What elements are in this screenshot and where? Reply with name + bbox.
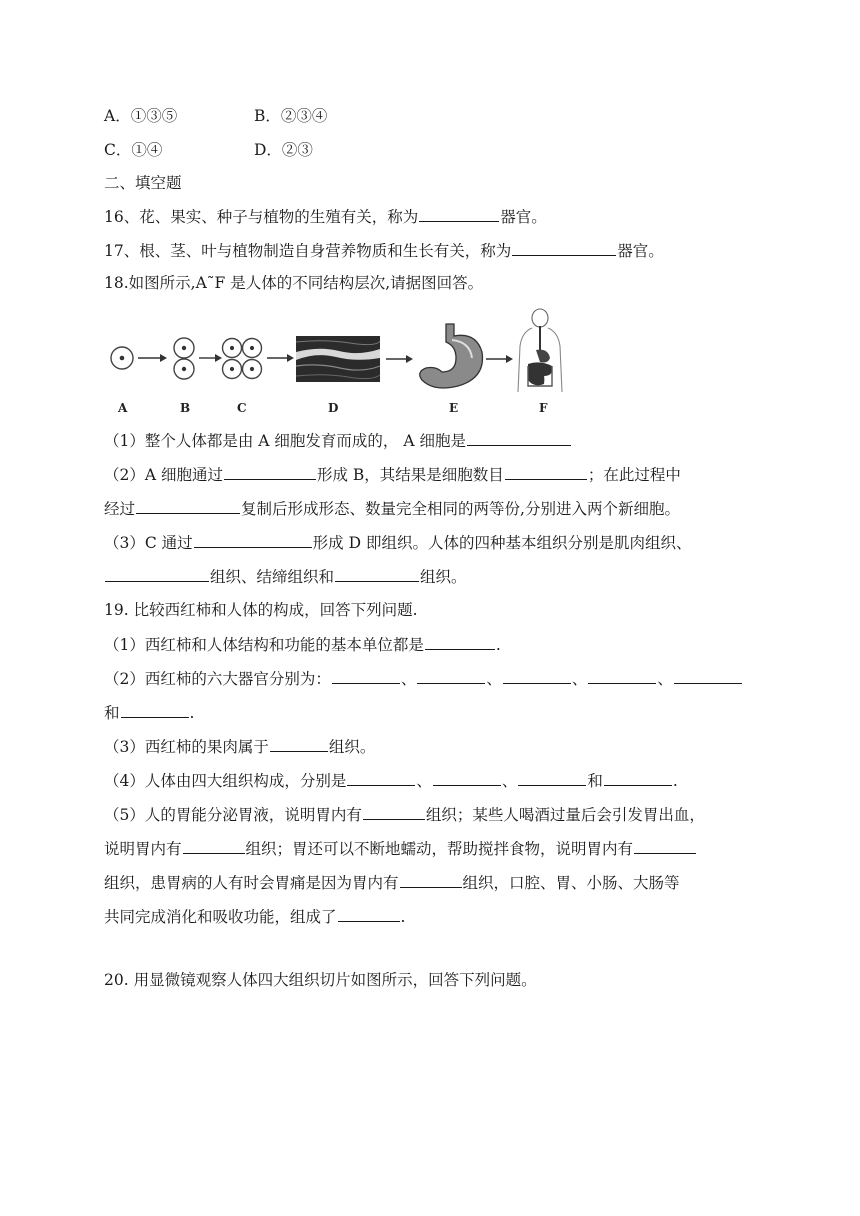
q18-p3-text-end: 形成 D 即组织。人体的四种基本组织分别是肌肉组织、 <box>312 534 692 552</box>
q19-p4-and: 和 <box>587 772 603 790</box>
question-17 <box>104 239 664 262</box>
q19-p5b-text-mid: 组织；胃还可以不断地蠕动，帮助搅拌食物，说明胃内有 <box>245 840 634 858</box>
q18-p2b-text: 经过 <box>104 500 136 518</box>
figure-label-c: C <box>237 401 247 415</box>
q18-p1-text: （1）整个人体都是由 A 细胞发育而成的， A 细胞是 <box>104 432 466 450</box>
q19-p2-blank-3[interactable] <box>503 667 571 684</box>
arrow-icon <box>267 354 294 362</box>
q18-p3b-text: 组织、结缔组织和 <box>210 568 335 586</box>
digestive-system-f-icon <box>518 309 562 392</box>
q19-p3-text-end: 组织。 <box>328 738 376 756</box>
q19-p5c-text: 组织，患胃病的人有时会胃痛是因为胃内有 <box>104 874 399 892</box>
structure-levels-figure <box>104 306 584 418</box>
q19-p5-blank-4[interactable] <box>400 871 462 888</box>
option-d: D．②③ <box>254 141 313 159</box>
figure-label-f: F <box>539 401 548 415</box>
question-16 <box>104 205 547 228</box>
q19-p2-blank-4[interactable] <box>588 667 656 684</box>
q19-part-1 <box>104 633 501 656</box>
q19-p2-blank-1[interactable] <box>332 667 400 684</box>
q19-p2-sep: 、 <box>657 670 673 688</box>
q18-part-1 <box>104 429 572 452</box>
arrow-icon <box>138 354 167 362</box>
q18-part-2a <box>104 463 681 486</box>
q16-text: 16、花、果实、种子与植物的生殖有关，称为 <box>104 208 419 226</box>
q19-p2b-text: 和 <box>104 704 120 722</box>
q19-p4-text: （4）人体由四大组织构成，分别是 <box>104 772 347 790</box>
q19-p5-blank-2[interactable] <box>183 837 245 854</box>
q19-part-2b <box>104 701 194 724</box>
q18-p3-blank-1[interactable] <box>194 531 312 548</box>
q19-p5-blank-1[interactable] <box>363 803 425 820</box>
q19-p1-text: （1）西红柿和人体结构和功能的基本单位都是 <box>104 636 424 654</box>
cell-c-icon <box>223 339 262 379</box>
q19-p2-sep: 、 <box>400 670 417 688</box>
q19-p2-text: （2）西红柿的六大器官分别为： <box>104 670 331 688</box>
q18-p3-text: （3）C 通过 <box>104 534 193 552</box>
q18-p1-blank[interactable] <box>467 429 571 446</box>
q17-blank[interactable] <box>512 239 616 256</box>
arrow-icon <box>486 355 513 363</box>
q19-part-5a <box>104 803 705 826</box>
q19-p5-blank-5[interactable] <box>338 905 400 922</box>
q19-part-2a <box>104 667 743 690</box>
q18-part-3a <box>104 531 691 554</box>
q19-p5d-text: 共同完成消化和吸收功能，组成了 <box>104 908 337 926</box>
section-heading: 二、填空题 <box>104 174 182 192</box>
q19-p4-text-end: . <box>672 772 678 790</box>
q19-p2-sep: 、 <box>571 670 588 688</box>
question-20-stem: 20. 用显微镜观察人体四大组织切片如图所示，回答下列问题。 <box>104 971 537 989</box>
q18-part-2b <box>104 497 680 520</box>
cell-b-icon <box>174 338 194 379</box>
q19-p2-blank-5[interactable] <box>674 667 742 684</box>
q19-p5d-text-end: . <box>400 908 406 926</box>
q19-p5b-text: 说明胃内有 <box>104 840 182 858</box>
q19-part-3 <box>104 735 375 758</box>
figure-label-a: A <box>118 401 128 415</box>
q18-part-3b <box>104 565 467 588</box>
q19-p5c-text-end: 组织，口腔、胃、小肠、大肠等 <box>462 874 680 892</box>
q19-part-5d <box>104 905 405 928</box>
q16-text-end: 器官。 <box>500 208 547 226</box>
option-b: B．②③④ <box>254 107 328 125</box>
arrow-icon <box>199 354 222 362</box>
figure-label-b: B <box>180 401 191 415</box>
q19-p4-blank-2[interactable] <box>433 769 501 786</box>
stomach-e-icon <box>420 324 483 388</box>
q19-p1-blank[interactable] <box>425 633 495 650</box>
question-18-stem: 18.如图所示,A˜F 是人体的不同结构层次,请据图回答。 <box>104 274 484 292</box>
q19-p1-text-end: . <box>495 636 501 654</box>
q17-text: 17、根、茎、叶与植物制造自身营养物质和生长有关，称为 <box>104 242 512 260</box>
q19-part-5c <box>104 871 680 894</box>
arrow-icon <box>386 355 413 363</box>
q17-text-end: 器官。 <box>617 242 664 260</box>
q18-p2-text: （2）A 细胞通过 <box>104 466 223 484</box>
q19-p4-blank-3[interactable] <box>518 769 586 786</box>
q19-p2b-text-end: . <box>189 704 195 722</box>
q18-p3-blank-3[interactable] <box>335 565 419 582</box>
figure-label-e: E <box>449 401 459 415</box>
q19-p2-sep: 、 <box>486 670 502 688</box>
q18-p2b-text-end: 复制后形成形态、数量完全相同的两等份,分别进入两个新细胞。 <box>241 500 680 518</box>
q19-p3-blank[interactable] <box>270 735 328 752</box>
q19-p2-blank-6[interactable] <box>121 701 189 718</box>
q19-p5-text-end: 组织；某些人喝酒过量后会引发胃出血， <box>425 806 705 824</box>
q18-p2-blank-3[interactable] <box>136 497 240 514</box>
q19-p4-blank-4[interactable] <box>604 769 672 786</box>
q18-p3b-text-end: 组织。 <box>420 568 467 586</box>
option-a: A．①③⑤ <box>104 107 178 125</box>
q19-p5-text: （5）人的胃能分泌胃液，说明胃内有 <box>104 806 362 824</box>
figure-label-d: D <box>328 401 339 415</box>
q18-p3-blank-2[interactable] <box>105 565 209 582</box>
q19-p2-blank-2[interactable] <box>417 667 485 684</box>
q19-p4-sep: 、 <box>416 772 432 790</box>
q19-p4-blank-1[interactable] <box>347 769 415 786</box>
options-row-1 <box>104 105 327 127</box>
q19-part-5b <box>104 837 697 860</box>
options-row-2 <box>104 139 313 161</box>
option-c: C．①④ <box>104 141 163 159</box>
q19-p5-blank-3[interactable] <box>634 837 696 854</box>
q19-p3-text: （3）西红柿的果肉属于 <box>104 738 269 756</box>
question-19-stem: 19. 比较西红柿和人体的构成，回答下列问题. <box>104 601 418 619</box>
tissue-d-icon <box>296 336 380 382</box>
q19-p4-sep: 、 <box>501 772 518 790</box>
q18-p2-blank-1[interactable] <box>224 463 316 480</box>
q18-p2-blank-2[interactable] <box>505 463 587 480</box>
cell-a-icon <box>111 347 133 369</box>
q18-p2-text-end: ；在此过程中 <box>587 466 681 484</box>
q19-part-4 <box>104 769 678 792</box>
q16-blank[interactable] <box>419 205 499 222</box>
q18-p2-text-mid: 形成 B，其结果是细胞数目 <box>316 466 504 484</box>
